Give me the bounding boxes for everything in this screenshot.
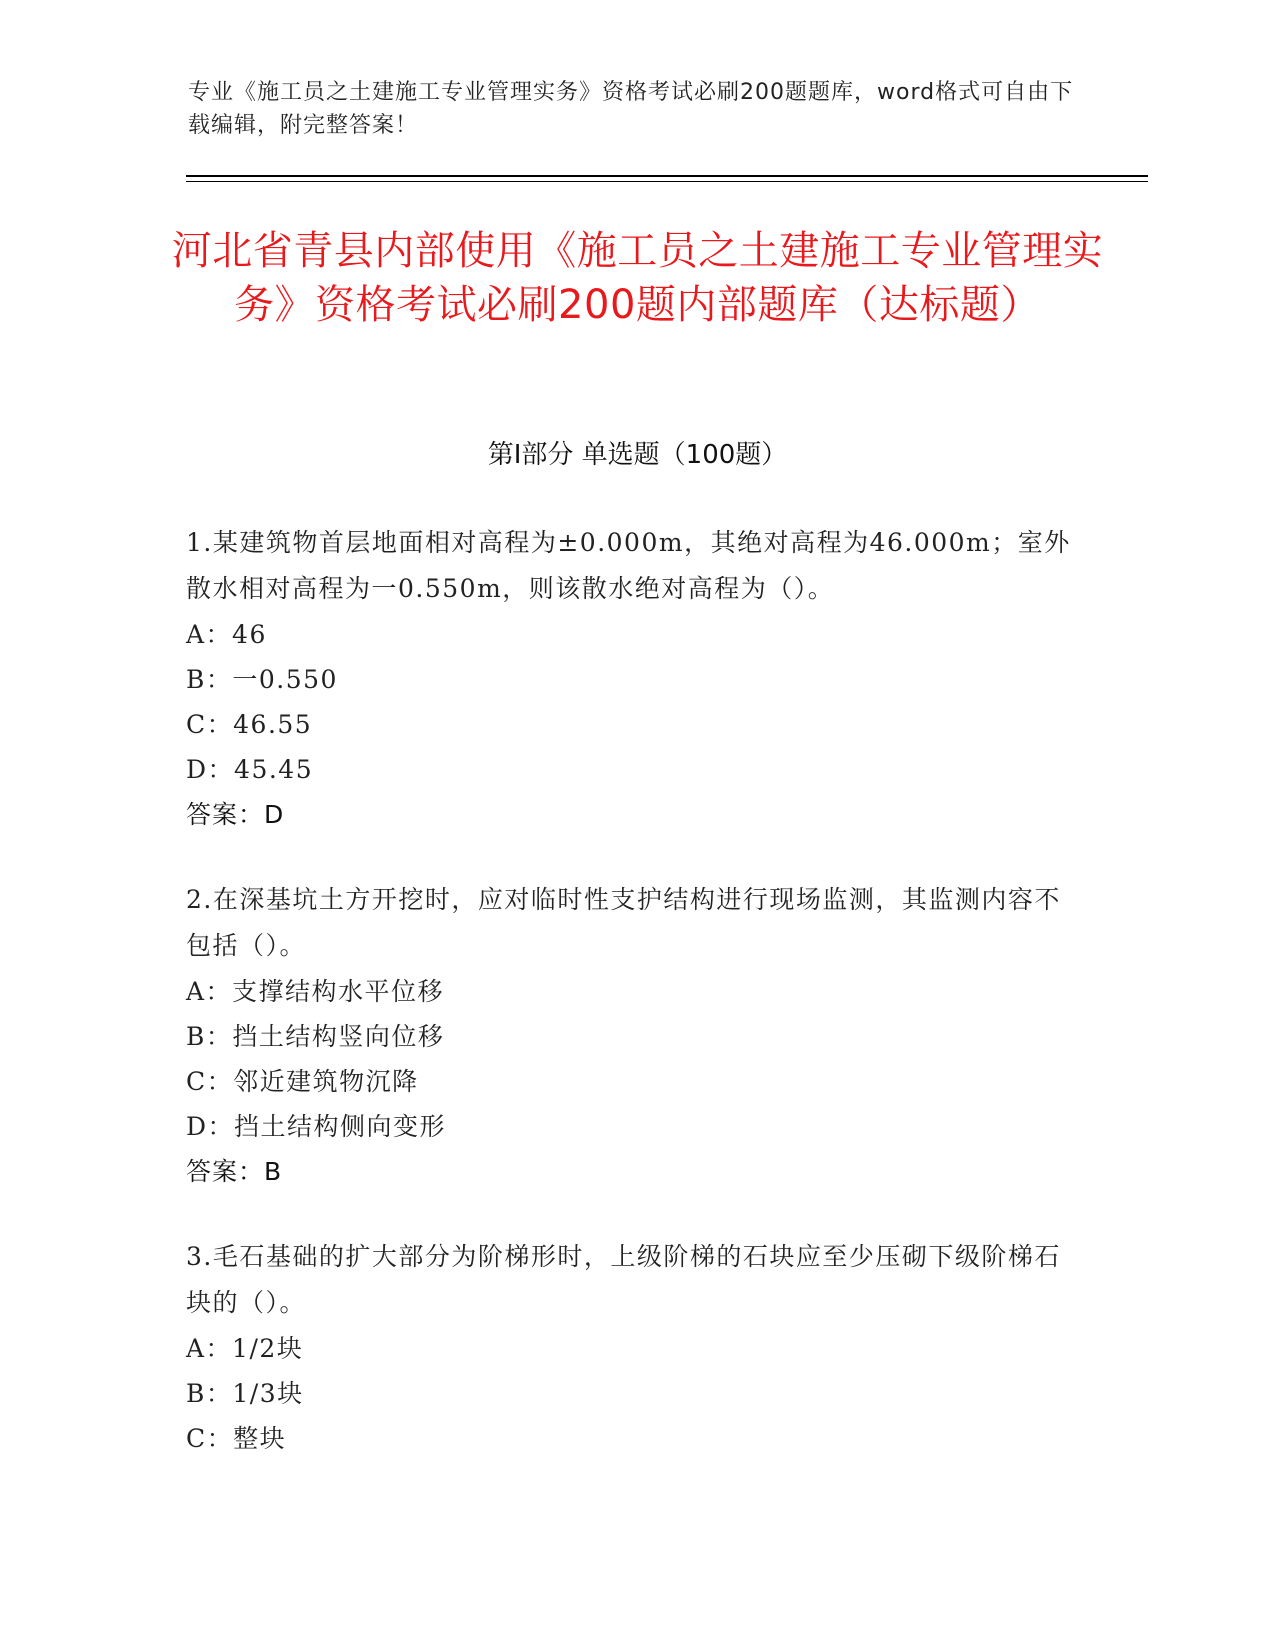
question-2 <box>186 877 1076 1194</box>
option-c: C：整块 <box>186 1424 287 1453</box>
option-d: D：挡土结构侧向变形 <box>186 1112 447 1141</box>
question-list <box>186 520 1076 1501</box>
answer: 答案：D <box>186 800 285 829</box>
option-b: B：挡土结构竖向位移 <box>186 1022 445 1051</box>
question-stem: 3.毛石基础的扩大部分为阶梯形时，上级阶梯的石块应至少压砌下级阶梯石块的（）。 <box>186 1242 1061 1317</box>
option-d: D：45.45 <box>186 755 314 784</box>
option-a: A：1/2块 <box>186 1334 304 1363</box>
option-c: C：46.55 <box>186 710 313 739</box>
answer: 答案：B <box>186 1157 283 1186</box>
option-b: B：一0.550 <box>186 665 338 694</box>
question-stem: 1.某建筑物首层地面相对高程为±0.000m，其绝对高程为46.000m；室外散水相对高程为一0.550m，则该散水绝对高程为（）。 <box>186 528 1071 603</box>
option-a: A：支撑结构水平位移 <box>186 977 445 1006</box>
header-divider-thick <box>186 175 1148 177</box>
option-a: A：46 <box>186 620 267 649</box>
header-divider-thin <box>186 181 1148 182</box>
option-b: B：1/3块 <box>186 1379 304 1408</box>
question-3 <box>186 1234 1076 1461</box>
header-note: 专业《施工员之土建施工专业管理实务》资格考试必刷200题题库，word格式可自由下载编辑，附完整答案！ <box>188 80 1074 138</box>
document-title: 河北省青县内部使用《施工员之土建施工专业管理实务》资格考试必刷200题内部题库（达标题） <box>171 228 1104 328</box>
question-1 <box>186 520 1076 837</box>
question-stem: 2.在深基坑土方开挖时，应对临时性支护结构进行现场监测，其监测内容不包括（）。 <box>186 885 1061 960</box>
section-heading: 第I部分 单选题（100题） <box>487 440 788 470</box>
option-c: C：邻近建筑物沉降 <box>186 1067 419 1096</box>
